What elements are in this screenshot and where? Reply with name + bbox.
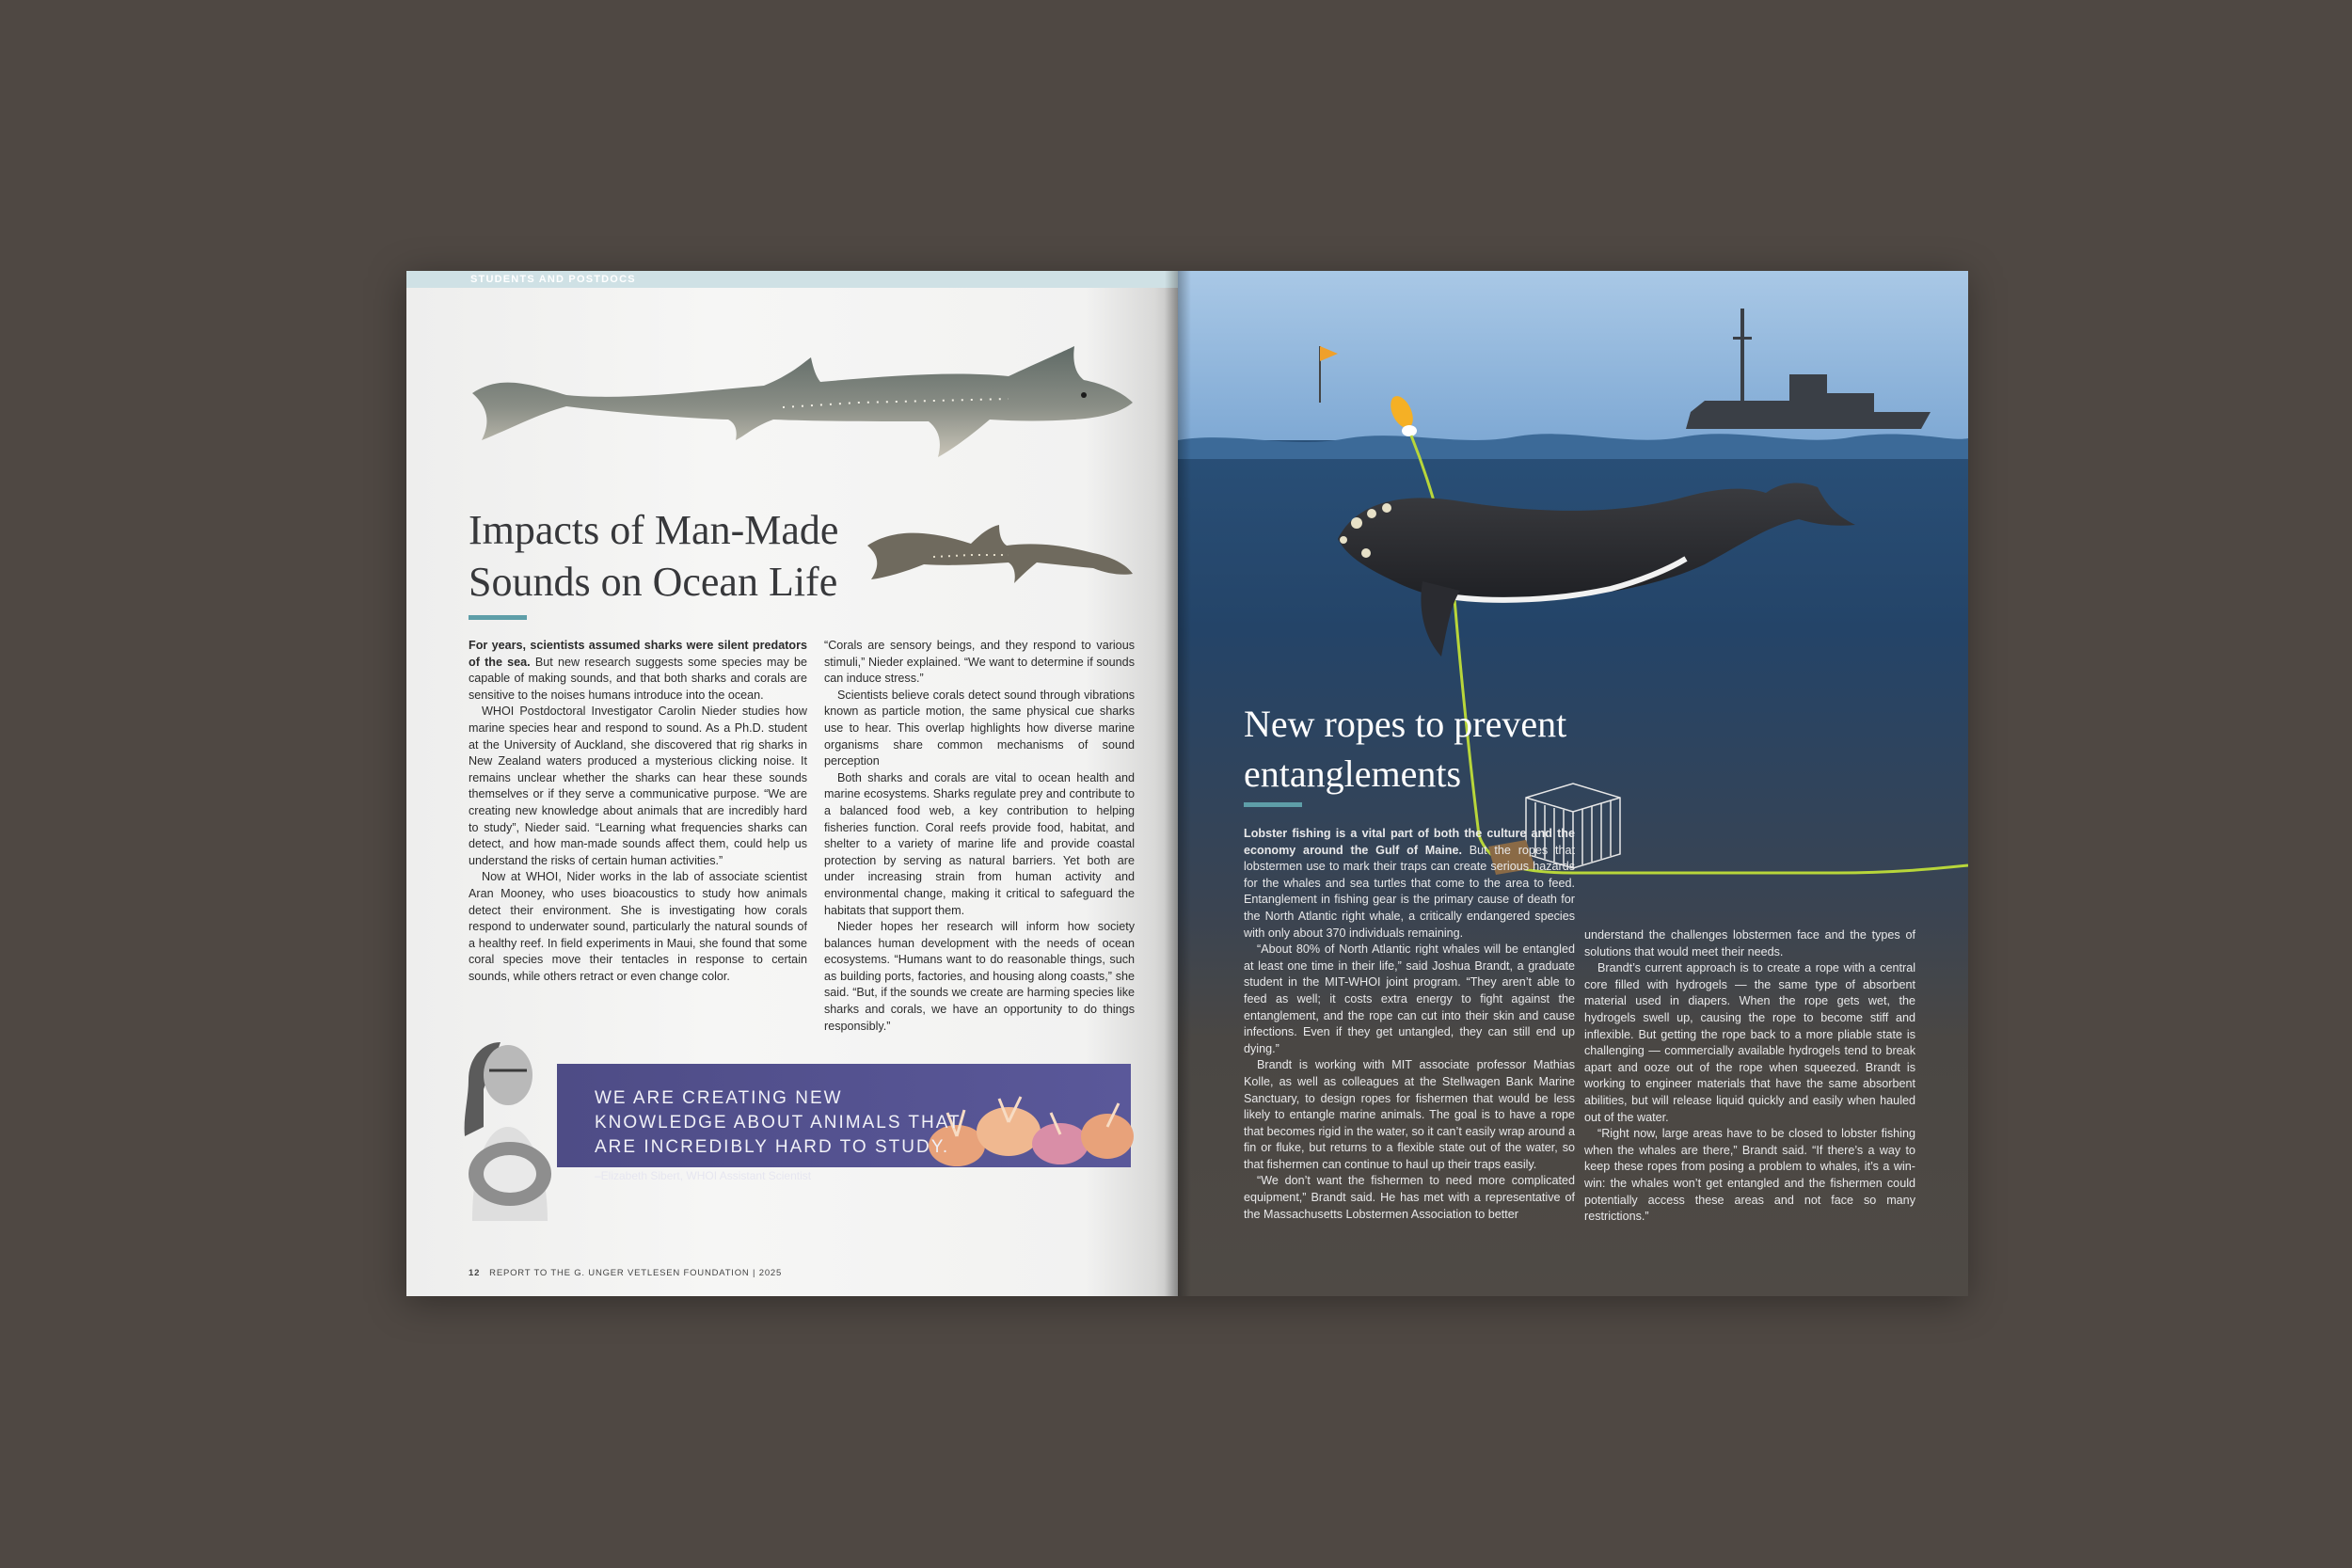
paragraph: Brandt is working with MIT associate professor Mathias Kolle, as well as colleagues at the Stellwagen Bank Marine Sanctuary, to design ropes for fishermen that would be less likely to entangle marine animals. The goal is to have a rope that becomes rigid in the water, so it can’t easily wrap around a fin or fluke, but returns to a flexible state out of the water, so that fishermen can continue to haul up their traps easily. bbox=[1244, 1058, 1575, 1171]
paragraph: “Right now, large areas have to be closed to lobster fishing when the whales are there,” Brandt said. “If there’s a way to keep these ropes from posing a problem to whales, it’s a win-win: the whales won’t get entangled and the fishermen could potentially access these areas and not face so many restrictions.” bbox=[1584, 1127, 1915, 1224]
article-title-right: New ropes to prevent entanglements bbox=[1244, 703, 1567, 795]
right-article-column-1 bbox=[1244, 826, 1575, 1223]
paragraph: understand the challenges lobstermen face and the types of solutions that would meet their needs. bbox=[1584, 928, 1915, 958]
article-title: Impacts of Man-Made Sounds on Ocean Life bbox=[469, 507, 839, 605]
lead-paragraph-right bbox=[1244, 826, 1575, 942]
right-article-column-2 bbox=[1584, 927, 1915, 1226]
lead-bold-right: Lobster fishing is a vital part of both the culture and the economy around the Gulf of Maine. bbox=[1244, 827, 1575, 857]
section-header-bar bbox=[406, 271, 1178, 288]
right-page bbox=[1178, 271, 1968, 1296]
lead-paragraph bbox=[469, 638, 807, 704]
paragraph: Now at WHOI, Nider works in the lab of associate scientist Aran Mooney, who uses bioacoustics to study how animals detect their environment. She is investigating how corals respond to underwater sound, particularly the natural sounds of a healthy reef. In field experiments in Maui, she found that some coral species move their tentacles in response to certain sounds, while others retract or even change color. bbox=[469, 870, 807, 983]
page-folio bbox=[469, 1268, 782, 1278]
scientist-portrait bbox=[435, 1033, 585, 1221]
lead-bold: For years, scientists assumed sharks were silent predators of the sea. bbox=[469, 639, 807, 669]
paragraph: Nieder hopes her research will inform how society balances human development with the needs of ocean ecosystems. “Humans want to do reasonable things, such as building ports, factories, and housing along coasts,” she said. “But, if the sounds we create are harming species like sharks and corals, we have an opportunity to do things responsibly.” bbox=[824, 920, 1135, 1033]
page-gutter-shadow bbox=[1165, 271, 1191, 1296]
paragraph: Brandt’s current approach is to create a rope with a central core filled with hydrogels — the same type of absorbent material used in diapers. When the rope gets wet, the hydrogels swell up, causing the rope to become stiff and inflexible. But getting the rope back to a more pliable state is challenging — commercially available hydrogels tend to break apart and ooze out of the rope when squeezed. Brandt is working to engineer materials that have the same absorbent abilities, but will release liquid quickly and easily when hauled out of the water. bbox=[1584, 961, 1915, 1124]
running-footer: REPORT TO THE G. UNGER VETLESEN FOUNDATION | 2025 bbox=[489, 1268, 783, 1278]
title-accent-rule-right bbox=[1244, 802, 1302, 807]
paragraph: “About 80% of North Atlantic right whales will be entangled at least one time in their life,” said Joshua Brandt, a graduate student in the MIT-WHOI joint program. “They aren’t able to feed as well; it costs extra energy to fight against the entanglement, and the rope can cut into their skin and cause infections. Even if they get untangled, they can still end up dying.” bbox=[1244, 942, 1575, 1055]
pull-quote-text: WE ARE CREATING NEW KNOWLEDGE ABOUT ANIMALS THAT ARE INCREDIBLY HARD TO STUDY. bbox=[595, 1088, 961, 1157]
article-column-2 bbox=[824, 638, 1135, 1035]
page-number: 12 bbox=[469, 1268, 481, 1278]
pull-quote-attribution: –Elizabeth Sibert, WHOI Assistant Scientist bbox=[595, 1169, 812, 1182]
lead-rest-right: But the ropes that lobstermen use to mark their traps can create serious hazards for the whales and sea turtles that come to the area to feed. Entanglement in fishing gear is the primary cause of death for the North Atlantic right whale, a critically endangered species with only about 370 individuals remaining. bbox=[1244, 843, 1575, 940]
title-accent-rule bbox=[469, 615, 527, 620]
paragraph: WHOI Postdoctoral Investigator Carolin Nieder studies how marine species hear and respond to sound. As a Ph.D. student at the University of Auckland, she discovered that rig sharks in New Zealand waters produced a mysterious clicking noise. It remains unclear whether the sharks can hear these sounds themselves or if they serve a communicative purpose. “We are creating new knowledge about animals that are incredibly hard to study”, Nieder said. “Learning what frequencies sharks can detect, and how man-made sounds affect them, could help us understand the risks of certain human activities.” bbox=[469, 705, 807, 867]
left-page bbox=[406, 271, 1178, 1296]
section-label: STUDENTS AND POSTDOCS bbox=[470, 274, 636, 285]
paragraph: Scientists believe corals detect sound through vibrations known as particle motion, the same physical cue sharks use to hear. This overlap highlights how diverse marine organisms share common mechanisms of sound perception bbox=[824, 688, 1135, 768]
article-column-1 bbox=[469, 638, 807, 985]
smooth-hound-shark-illustration bbox=[463, 309, 1140, 497]
paragraph: “We don’t want the fishermen to need more complicated equipment,” Brandt said. He has met with a representative of the Massachusetts Lobstermen Association to better bbox=[1244, 1174, 1575, 1221]
paragraph: Both sharks and corals are vital to ocean health and marine ecosystems. Sharks regulate prey and contribute to a balanced food web, a key contribution to helping fisheries function. Coral reefs provide food, habitat, and shelter to a variety of marine life and provide coastal protection by serving as natural barriers. Yet both are under increasing strain from human activity and environmental change, making it critical to safeguard the habitats that support them. bbox=[824, 770, 1135, 917]
lead-rest: But new research suggests some species may be capable of making sounds, and that both sharks and corals are sensitive to the noises humans introduce into the ocean. bbox=[469, 655, 807, 702]
paragraph: “Corals are sensory beings, and they respond to various stimuli,” Nieder explained. “We want to determine if sounds can induce stress.” bbox=[824, 639, 1135, 686]
